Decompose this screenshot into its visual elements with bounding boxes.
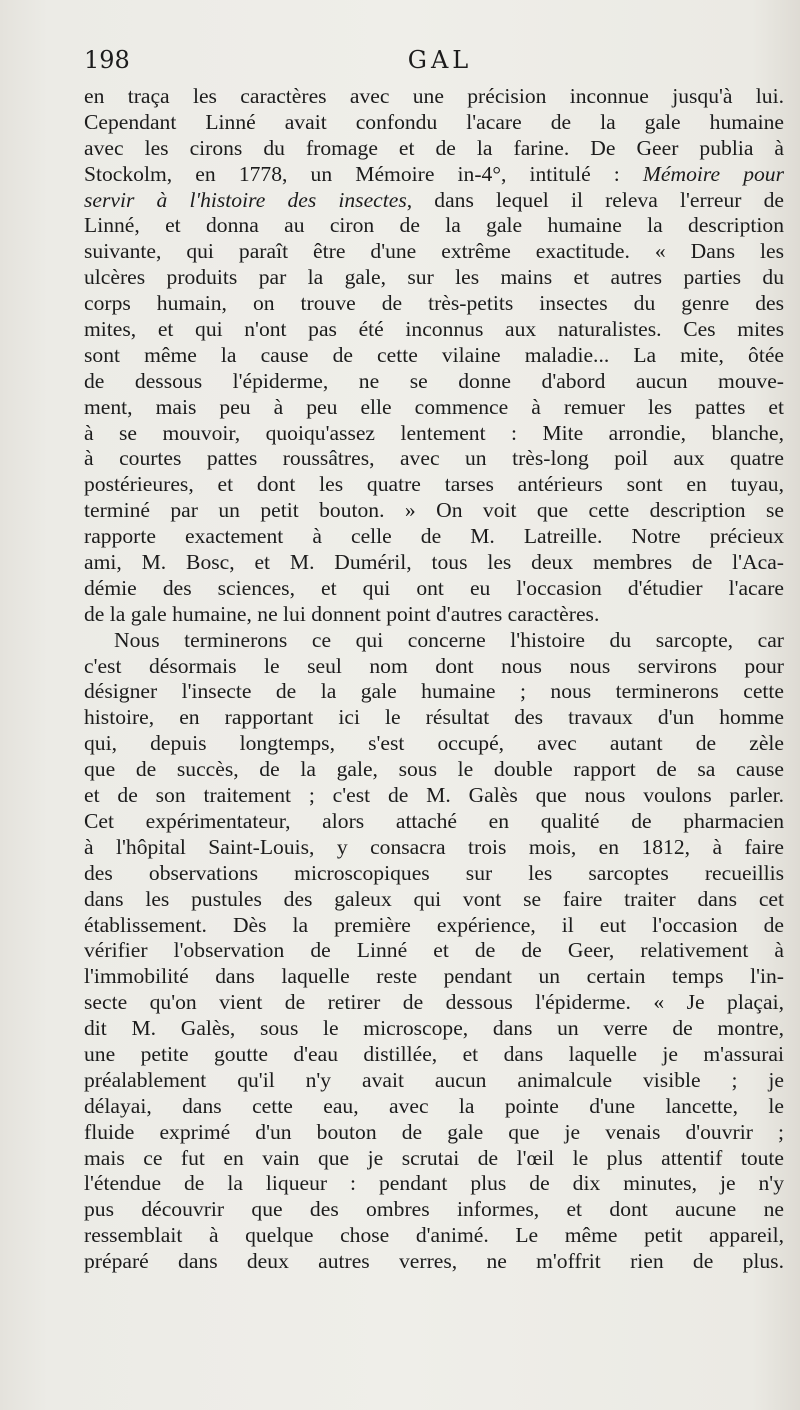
text-line: fluide exprimé d'un bouton de gale que je venais d'ouvrir ; (84, 1119, 784, 1144)
text-line: mais ce fut en vain que je scrutai de l'œil le plus attentif toute (84, 1145, 784, 1170)
text-line: une petite goutte d'eau distillée, et dans laquelle je m'assurai (84, 1041, 784, 1066)
text-line: ami, M. Bosc, et M. Duméril, tous les deux membres de l'Aca- (84, 550, 784, 575)
text-line: dit M. Galès, sous le microscope, dans un verre de montre, (84, 1016, 784, 1041)
text-line: corps humain, on trouve de très-petits insectes du genre des (84, 291, 784, 316)
page-header (84, 46, 766, 82)
text-line: Cependant Linné avait confondu l'acare de la gale humaine (84, 109, 784, 134)
text-line: ment, mais peu à peu elle commence à remuer les pattes et (84, 394, 784, 419)
text-line: vérifier l'observation de Linné et de de Geer, relativement à (84, 938, 784, 963)
text-line: pus découvrir que des ombres informes, et dont aucune ne (84, 1197, 784, 1222)
text-line: des observations microscopiques sur les sarcoptes recueillis (84, 860, 784, 885)
text-line: secte qu'on vient de retirer de dessous l'épiderme. « Je plaçai, (84, 990, 784, 1015)
text-line: mites, et qui n'ont pas été inconnus aux naturalistes. Ces mites (84, 317, 784, 342)
page-number: 198 (84, 46, 130, 74)
italic-title-start: Mémoire pour (642, 161, 784, 186)
text-line: servir à l'histoire des insectes, dans lequel il releva l'erreur de (84, 187, 784, 212)
text-line: c'est désormais le seul nom dont nous nous servirons pour (84, 653, 784, 678)
text-line: en traça les caractères avec une précision inconnue jusqu'à lui. (84, 84, 784, 108)
text-line-paragraph-end: de la gale humaine, ne lui donnent point d'autres caractères. (84, 601, 600, 626)
text-line: à se mouvoir, quoiqu'assez lentement : Mite arrondie, blanche, (84, 420, 784, 445)
text-line: avec les cirons du fromage et de la farine. De Geer publia à (84, 135, 784, 160)
text-line: l'immobilité dans laquelle reste pendant un certain temps l'in- (84, 964, 784, 989)
text-line: l'étendue de la liqueur : pendant plus de dix minutes, je n'y (84, 1171, 784, 1196)
text-line: de dessous l'épiderme, ne se donne d'abord aucun mouve- (84, 368, 784, 393)
running-head: GAL (407, 46, 473, 74)
text-line: terminé par un petit bouton. » On voit que cette description se (84, 498, 784, 523)
text-line: qui, depuis longtemps, s'est occupé, avec autant de zèle (84, 731, 784, 756)
text-line: démie des sciences, et qui ont eu l'occasion d'étudier l'acare (84, 575, 784, 600)
text-line: à l'hôpital Saint-Louis, y consacra trois mois, en 1812, à faire (84, 834, 784, 859)
text-line: préparé dans deux autres verres, ne m'offrit rien de plus. (84, 1249, 784, 1274)
text-line: établissement. Dès la première expérience, il eut l'occasion de (84, 912, 784, 937)
italic-title-end: servir à l'histoire des insectes (84, 187, 407, 212)
text-line: désigner l'insecte de la gale humaine ; nous terminerons cette (84, 679, 784, 704)
text-line: préalablement qu'il n'y avait aucun animalcule visible ; je (84, 1067, 784, 1092)
text-line-paragraph-start: Nous terminerons ce qui concerne l'histoire du sarcopte, car (114, 627, 784, 652)
text-line: rapporte exactement à celle de M. Latreille. Notre précieux (84, 524, 784, 549)
text-line: suivante, qui paraît être d'une extrême exactitude. « Dans les (84, 239, 784, 264)
text-line: à courtes pattes roussâtres, avec un très-long poil aux quatre (84, 446, 784, 471)
text-line: postérieures, et dont les quatre tarses antérieurs sont en tuyau, (84, 472, 784, 497)
text-line: ressemblait à quelque chose d'animé. Le même petit appareil, (84, 1223, 784, 1248)
text-line: et de son traitement ; c'est de M. Galès que nous voulons parler. (84, 783, 784, 808)
text-line: sont même la cause de cette vilaine maladie... La mite, ôtée (84, 342, 784, 367)
text-line: Linné, et donna au ciron de la gale humaine la description (84, 213, 784, 238)
text-line: Stockolm, en 1778, un Mémoire in-4°, intitulé : Mémoire pour (84, 161, 784, 186)
text-line: Cet expérimentateur, alors attaché en qualité de pharmacien (84, 808, 784, 833)
text-line: que de succès, de la gale, sous le double rapport de sa cause (84, 757, 784, 782)
text-line: délayai, dans cette eau, avec la pointe d'une lancette, le (84, 1093, 784, 1118)
text-line: ulcères produits par la gale, sur les mains et autres parties du (84, 265, 784, 290)
text-line: histoire, en rapportant ici le résultat des travaux d'un homme (84, 705, 784, 730)
text-line: dans les pustules des galeux qui vont se faire traiter dans cet (84, 886, 784, 911)
body-text (84, 84, 784, 1275)
